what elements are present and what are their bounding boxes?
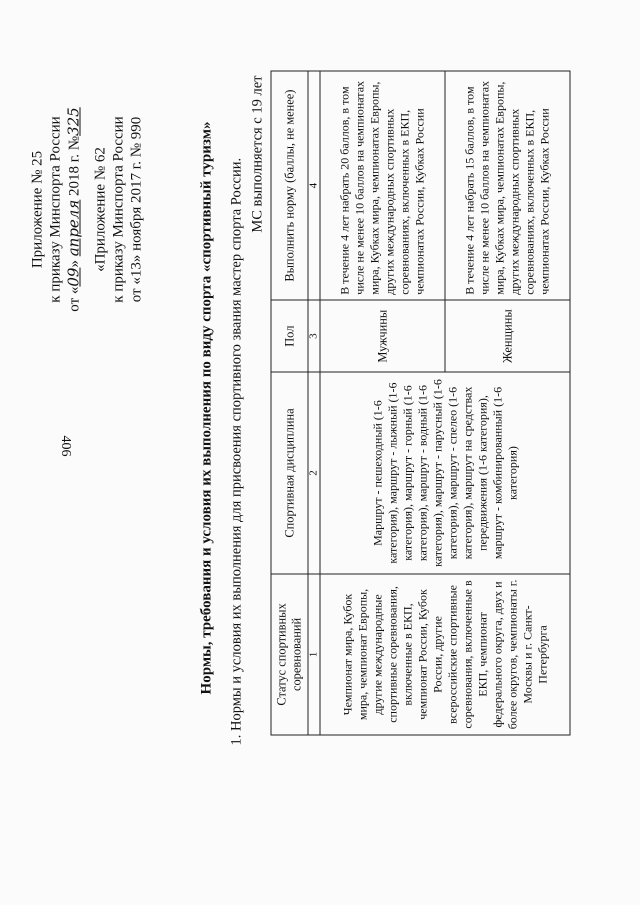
competition-status-cell: Чемпионат мира, Кубок мира, чемпионат Европы, другие международные спортивные соревнования, включенные в ЕКП, чемпионат России, Кубок России, другие всероссийские спортивные соревнования, включенные в ЕКП, чемпионат федерального округа, двух и более округов, чемпионаты г. Москвы и г. Санкт-Петербурга xyxy=(320,573,570,734)
age-note: МС выполняется с 19 лет xyxy=(249,75,265,233)
prior-appendix-number: «Приложение № 62 xyxy=(92,146,108,272)
prior-order-date: от «13» ноября 2017 г. № 990 xyxy=(128,116,144,302)
section-heading: 1. Нормы и условия их выполнения для присвоения спортивного звания мастер спорта России. xyxy=(228,157,244,745)
order-number: 325 xyxy=(64,106,82,136)
sex-cell: Мужчины xyxy=(320,300,445,372)
order-month: апреля xyxy=(64,199,82,256)
order-no-prefix: № xyxy=(66,135,82,150)
header-competition-status: Статус спортивных соревнований xyxy=(271,573,308,734)
page-number: 406 xyxy=(58,435,73,457)
appendix-number: Приложение № 25 xyxy=(29,150,45,268)
norms-table xyxy=(270,70,570,735)
document-title: Нормы, требования и условия их выполнения по виду спорта «спортивный туризм» xyxy=(198,121,214,694)
norm-cell: В течение 4 лет набрать 15 баллов, в том числе не менее 10 баллов на чемпионатах мира, Кубках мира, чемпионатах Европы, других международных спортивных соревнованиях, включенных в ЕКП, чемпионатах России, Кубках России xyxy=(445,71,570,300)
column-number: 4 xyxy=(308,71,320,300)
table-row xyxy=(320,71,445,735)
prior-order-ref: к приказу Минспорта России xyxy=(110,115,126,303)
header-discipline: Спортивная дисциплина xyxy=(271,372,308,574)
sex-cell: Женщины xyxy=(445,300,570,372)
norm-cell: В течение 4 лет набрать 20 баллов, в том числе не менее 10 баллов на чемпионатах мира, Кубках мира, чемпионатах Европы, других международных спортивных соревнованиях, включенных в ЕКП, чемпионатах России, Кубках России xyxy=(320,71,445,300)
header-sex: Пол xyxy=(271,300,308,372)
appendix-order-date xyxy=(64,84,83,334)
column-number: 2 xyxy=(308,372,320,574)
header-norm: Выполнить норму (баллы, не менее) xyxy=(271,71,308,300)
order-day: 09 xyxy=(64,267,82,287)
discipline-cell: Маршрут - пешеходный (1-6 категория), маршрут - лыжный (1-6 категория), маршрут - горный (1-6 категория), маршрут - водный (1-6 категория), маршрут - парусный (1-6 категория), маршрут - спелео (1-6 категория), маршрут на средствах передвижения (1-6 категория), маршрут - комбинированный (1-6 категория) xyxy=(320,372,570,574)
table-header-row xyxy=(271,71,308,735)
column-number: 3 xyxy=(308,300,320,372)
column-number: 1 xyxy=(308,573,320,734)
appendix-block xyxy=(28,84,145,334)
order-mid: » xyxy=(66,259,82,268)
appendix-order-ref: к приказу Минспорта России xyxy=(47,115,63,303)
order-year: 2018 г. xyxy=(66,153,82,196)
column-number-row xyxy=(308,71,320,735)
order-prefix: от « xyxy=(66,286,82,312)
